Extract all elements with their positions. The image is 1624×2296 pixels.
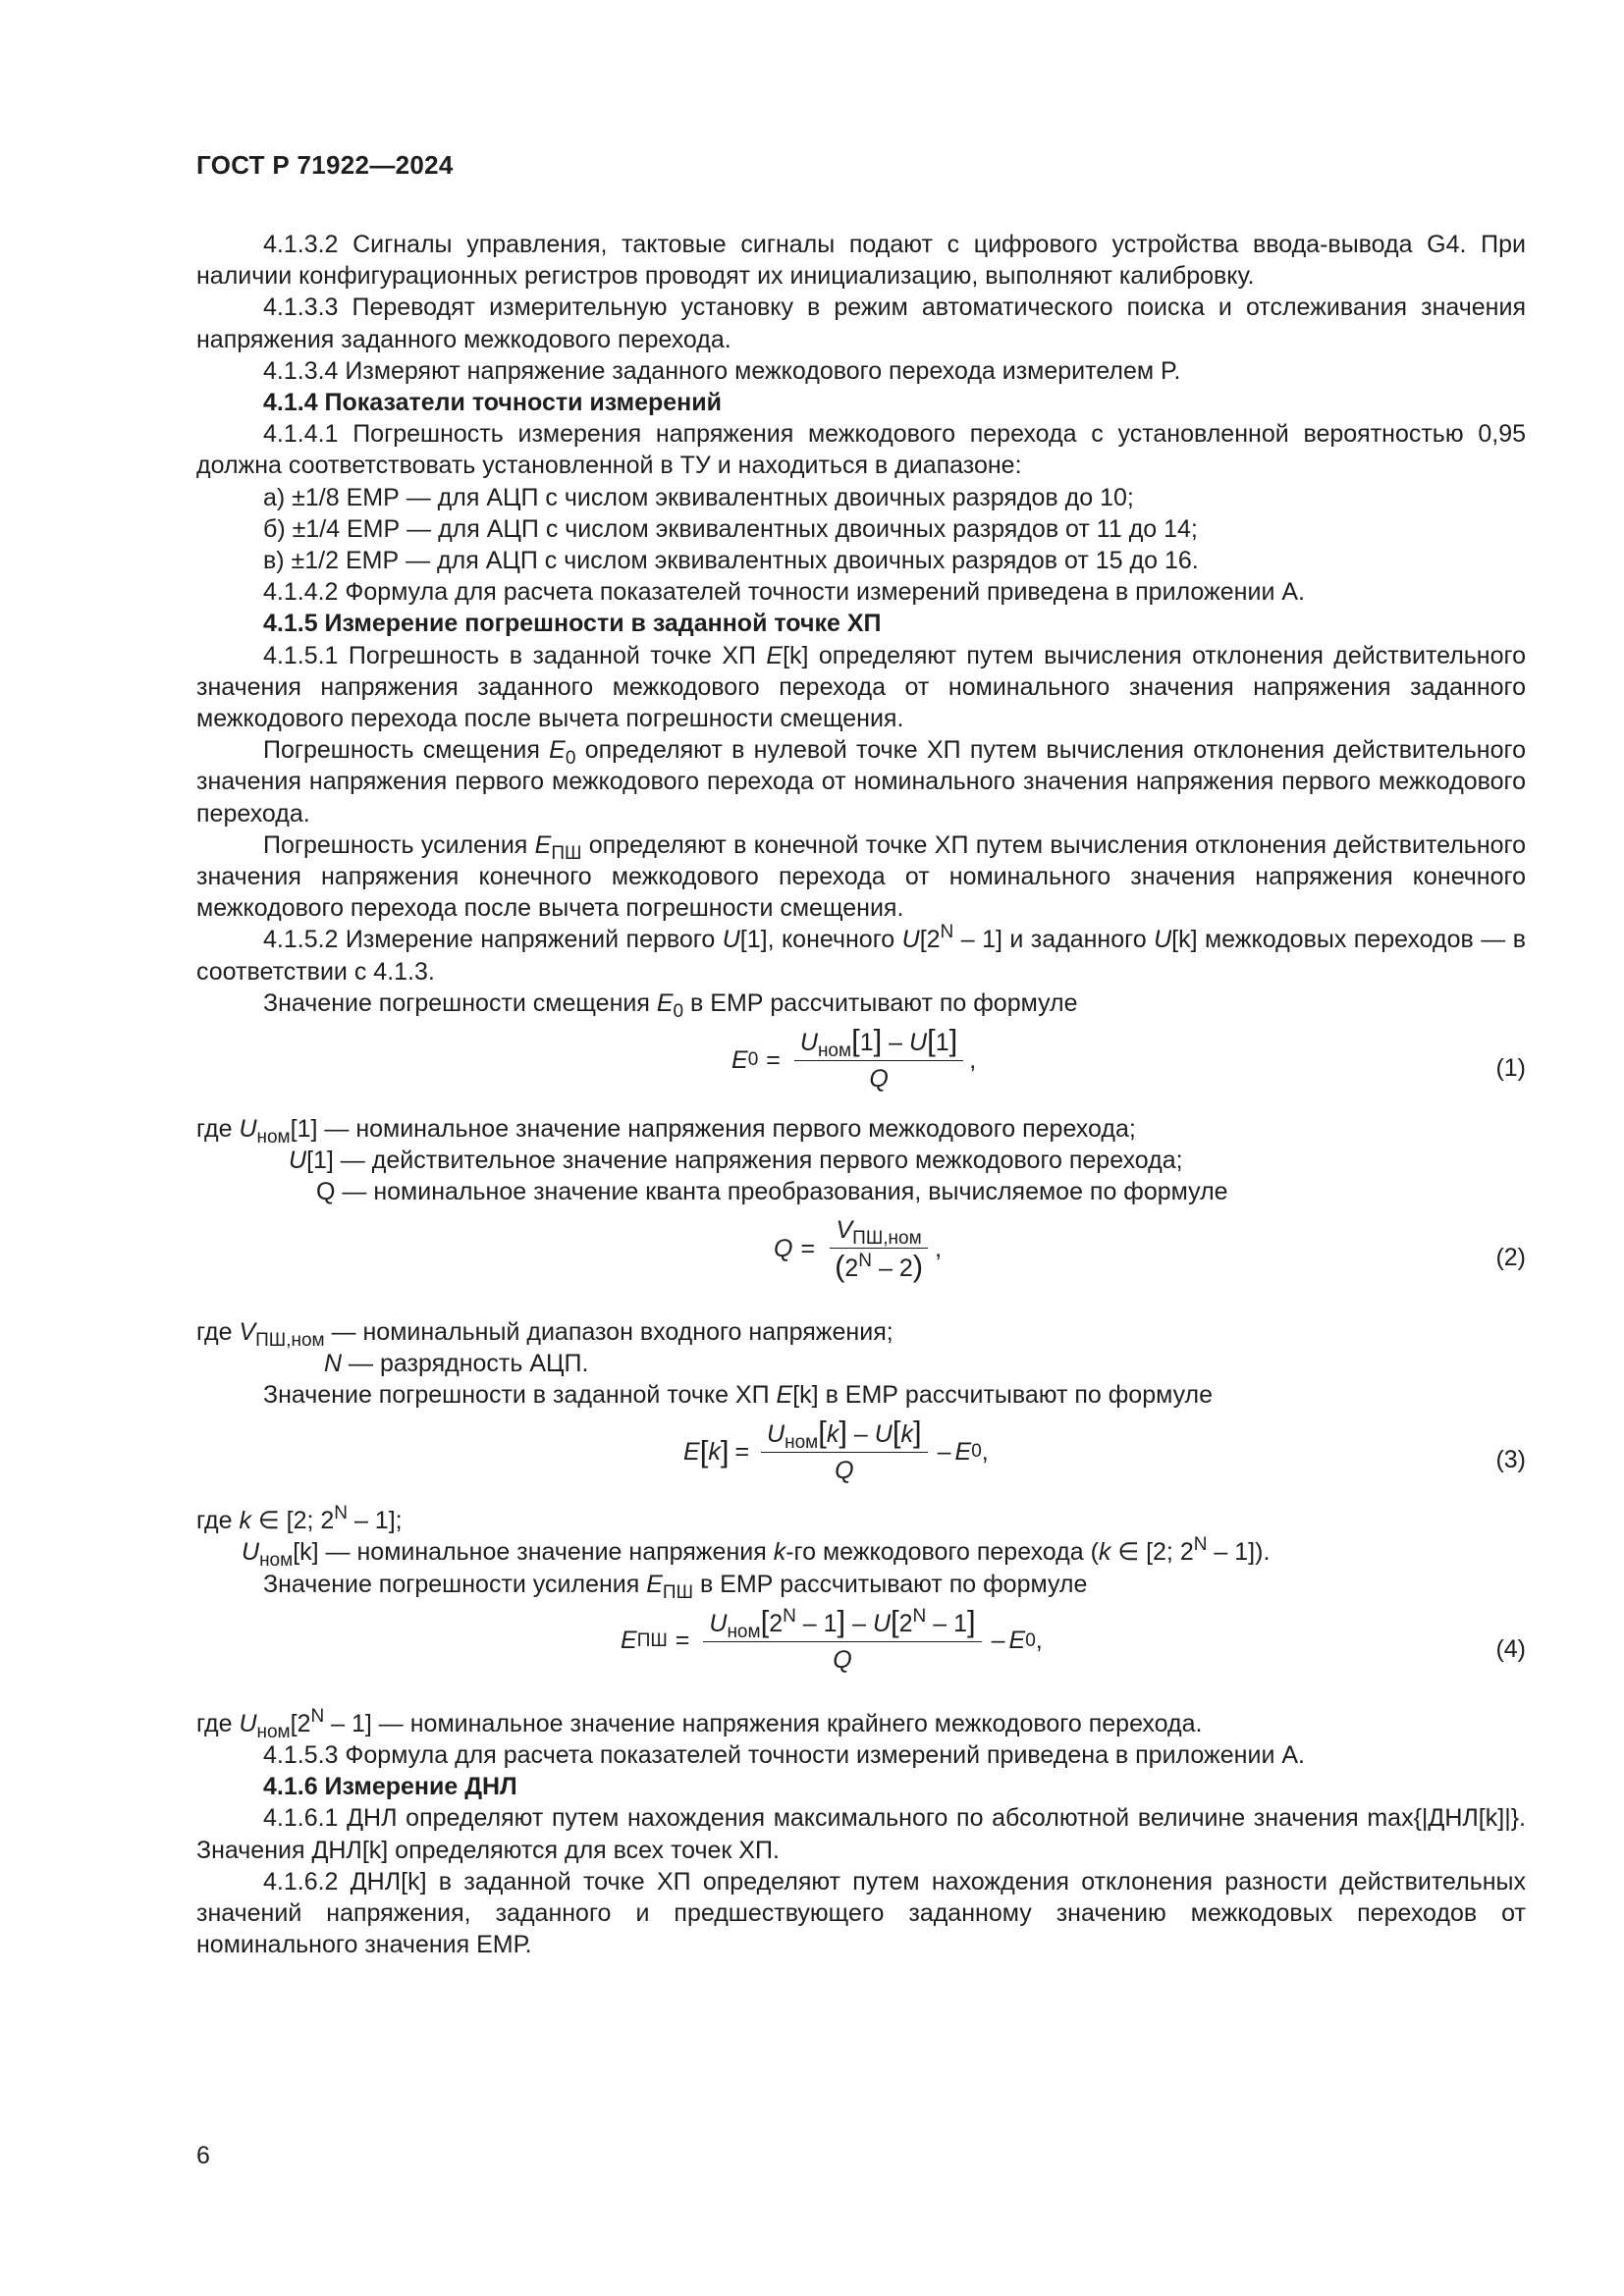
heading-4-1-5: 4.1.5 Измерение погрешности в заданной точке ХП bbox=[263, 610, 882, 638]
paragraph-gain-formula-intro: Значение погрешности усиления $E_{ПШ}$ в ЕМР рассчитывают по формуле bbox=[263, 1570, 1088, 1603]
page-number: 6 bbox=[196, 2142, 210, 2169]
paragraph-offset-error: Погрешность смещения $E_0$ определяют в нулевой точке ХП путем вычисления отклонения действительного значения напряжения первого межкодового перехода от номинального значения напряжения первого межкодового перехода. bbox=[196, 736, 1526, 828]
paragraph-4-1-5-3: 4.1.5.3 Формула для расчета показателей точности измерений приведена в приложении А. bbox=[263, 1740, 1305, 1769]
equation-number: (3) bbox=[1495, 1446, 1526, 1474]
paragraph-4-1-6-1: 4.1.6.1 ДНЛ определяют путем нахождения максимального по абсолютной величине значения max{|ДНЛ[k]|}. Значения ДНЛ[k] определяются для всех точек ХП. bbox=[196, 1804, 1526, 1864]
equation-number: (1) bbox=[1495, 1054, 1526, 1083]
document-page bbox=[196, 0, 1526, 2296]
list-item-b: б) ±1/4 ЕМР — для АЦП с числом эквивалентных двоичных разрядов от 11 до 14; bbox=[263, 514, 1198, 543]
equation-number: (4) bbox=[1495, 1634, 1526, 1663]
list-item-c: в) ±1/2 ЕМР — для АЦП с числом эквивалентных двоичных разрядов от 15 до 16. bbox=[263, 547, 1199, 575]
paragraph-4-1-3-3: 4.1.3.3 Переводят измерительную установку в режим автоматического поиска и отслеживания значения напряжения заданного межкодового перехода. bbox=[196, 294, 1526, 353]
equation-1: E 0 = $\frac{U_{ном}[1] - U[1]}{Q}$ , (1) bbox=[731, 1023, 1526, 1094]
legend-equation-2: где $V_{ПШ,ном}$ — номинальный диапазон входного напряжения; N — разрядность АЦП. bbox=[196, 1317, 893, 1377]
paragraph-4-1-3-4: 4.1.3.4 Измеряют напряжение заданного межкодового перехода измерителем P. bbox=[263, 356, 1181, 385]
legend-equation-4: где $U_{ном}[2^N - 1]$ — номинальное значение напряжения крайнего межкодового перехода. bbox=[196, 1705, 1203, 1742]
list-item-a: а) ±1/8 ЕМР — для АЦП с числом эквивалентных двоичных разрядов до 10; bbox=[263, 483, 1134, 511]
paragraph-4-1-4-1: 4.1.4.1 Погрешность измерения напряжения межкодового перехода с установленной вероятностью 0,95 должна соответствовать установленной в ТУ и находиться в диапазоне: bbox=[196, 420, 1526, 480]
equation-3: E [ k ] = $\frac{U_{ном}[k] - U[k]}{Q}$ – E 0 , (3) bbox=[683, 1415, 1526, 1485]
equation-2: Q = $\frac{V_{ПШ,ном}}{(2^N - 2)}$ , (2) bbox=[774, 1215, 1526, 1283]
paragraph-4-1-6-2: 4.1.6.2 ДНЛ[k] в заданной точке ХП определяют путем нахождения отклонения разности действительных значений напряжения, заданного и предшествующего заданному значению межкодовых переходов от номинального значения ЕМР. bbox=[196, 1867, 1526, 1959]
paragraph-4-1-3-2: 4.1.3.2 Сигналы управления, тактовые сигналы подают с цифрового устройства ввода-вывода G4. При наличии конфигурационных регистров проводят их инициализацию, выполняют калибровку. bbox=[196, 231, 1526, 291]
document-header: ГОСТ Р 71922—2024 bbox=[196, 150, 454, 180]
paragraph-offset-formula-intro: Значение погрешности смещения $E_0$ в ЕМР рассчитывают по формуле bbox=[263, 988, 1078, 1022]
document-body bbox=[196, 229, 1526, 1960]
paragraph-4-1-5-1: 4.1.5.1 Погрешность в заданной точке ХП E[k] определяют путем вычисления отклонения действительного значения напряжения заданного межкодового перехода от номинального значения напряжения заданного межкодового перехода после вычета погрешности смещения. bbox=[196, 641, 1526, 733]
paragraph-4-1-4-2: 4.1.4.2 Формула для расчета показателей точности измерений приведена в приложении А. bbox=[263, 578, 1305, 607]
legend-equation-3: где k ∈ [2; $2^N - 1$]; $U_{ном}[k]$ — номинальное значение напряжения k-го межкодового перехода (k ∈ [2; $2^N - 1$]). bbox=[196, 1503, 1271, 1572]
equation-number: (2) bbox=[1495, 1243, 1526, 1271]
heading-4-1-6: 4.1.6 Измерение ДНЛ bbox=[263, 1773, 517, 1801]
paragraph-point-error-formula-intro: Значение погрешности в заданной точке ХП E[k] в ЕМР рассчитывают по формуле bbox=[263, 1381, 1214, 1410]
legend-equation-1: где $U_{ном}[1]$ — номинальное значение напряжения первого межкодового перехода; U[1] — действительное значение напряжения первого межкодового перехода; Q — номинальное значение кванта преобразования, вычисляемое по формуле bbox=[196, 1115, 1228, 1206]
paragraph-gain-error: Погрешность усиления $E_{ПШ}$ определяют в конечной точке ХП путем вычисления отклонения действительного значения напряжения конечного межкодового перехода от номинального значения напряжения конечного межкодового перехода после вычета погрешности смещения. bbox=[196, 830, 1526, 923]
heading-4-1-4: 4.1.4 Показатели точности измерений bbox=[263, 389, 723, 417]
equation-4: E ПШ = $\frac{U_{ном}[2^N - 1] - U[2^N - 1]}{Q}$ – E 0 , (4) bbox=[621, 1603, 1526, 1674]
paragraph-4-1-5-2: 4.1.5.2 Измерение напряжений первого U[1], конечного $U[2^N - 1]$ и заданного U[k] межкодовых переходов — в соответствии с 4.1.3. bbox=[196, 922, 1526, 986]
